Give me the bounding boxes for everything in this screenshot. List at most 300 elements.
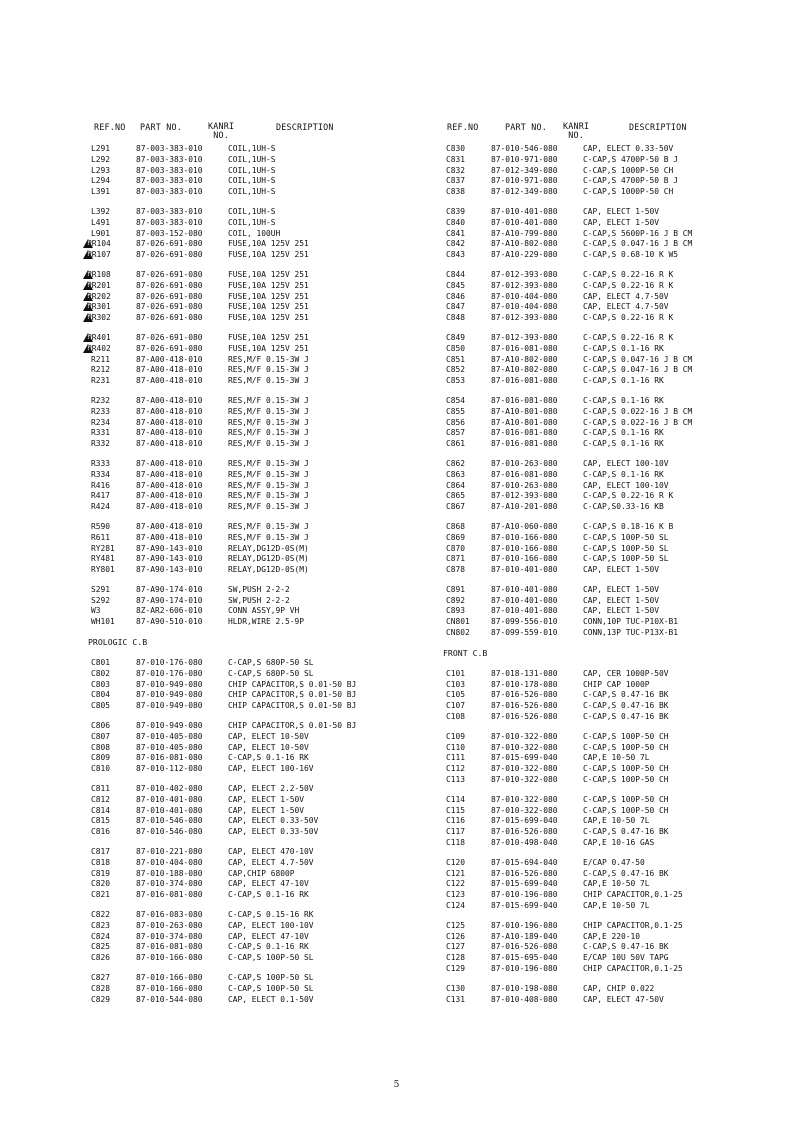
table-row <box>443 617 783 628</box>
ref-no-text: C105 <box>446 690 466 700</box>
ref-no-text: L292 <box>91 154 111 164</box>
ref-no <box>446 239 465 250</box>
part-no: 87-010-949-080 <box>136 679 203 689</box>
description: C-CAP,S 100P-50 SL <box>583 532 669 542</box>
part-no: 87-A90-510-010 <box>136 617 203 627</box>
part-no: 87-010-546-080 <box>491 144 558 153</box>
table-row <box>88 292 428 303</box>
ref-no-text: RY281 <box>91 543 115 553</box>
ref-no <box>91 617 115 628</box>
description: FUSE,10A 125V 251 <box>228 280 309 290</box>
ref-no <box>87 250 111 261</box>
description: C-CAP,S 0.47-16 BK <box>583 942 669 952</box>
part-no: 87-A10-801-080 <box>491 406 558 416</box>
description: C-CAP,S 0.1-16 RK <box>583 395 664 405</box>
part-no: 87-010-401-080 <box>491 565 558 575</box>
table-row <box>88 554 428 565</box>
part-no: 87-016-081-080 <box>491 343 558 353</box>
description: RES,M/F 0.15-3W J <box>228 406 309 416</box>
description: CAP, CER 1000P-50V <box>583 668 669 678</box>
description: CAP, ELECT 1-50V <box>583 565 660 575</box>
part-no: 87-010-374-080 <box>136 931 203 941</box>
table-row <box>88 596 428 607</box>
ref-no-text: C857 <box>446 428 466 438</box>
ref-no-text: C124 <box>446 901 466 911</box>
ref-no-text: R234 <box>91 417 111 427</box>
ref-no <box>446 606 465 617</box>
ref-no-text: L491 <box>91 217 111 227</box>
ref-no-text: C826 <box>91 953 111 963</box>
ref-no-text: PR107 <box>87 250 111 260</box>
table-row <box>88 281 428 292</box>
parts-group <box>443 669 783 723</box>
ref-no <box>91 721 110 732</box>
parts-section <box>443 144 783 639</box>
table-row <box>88 218 428 229</box>
description: C-CAP,S 0.047-16 J B CM <box>583 239 693 249</box>
ref-no-text: C851 <box>446 354 466 364</box>
parts-group <box>443 984 783 1006</box>
table-row <box>88 879 428 890</box>
table-row <box>443 292 783 303</box>
table-row <box>443 365 783 376</box>
ref-no-text: C801 <box>91 658 111 668</box>
part-no: 87-A00-418-010 <box>136 428 203 438</box>
description: C-CAP,S 0.1-16 RK <box>228 753 309 763</box>
ref-no <box>91 491 110 502</box>
description: CAP, ELECT 1-50V <box>228 794 305 804</box>
ref-no <box>91 481 110 492</box>
description: C-CAP,S 4700P-50 B J <box>583 176 679 186</box>
part-no: 87-012-393-080 <box>491 280 558 290</box>
description: C-CAP,S0.33-16 KB <box>583 502 664 512</box>
part-no: 87-A00-418-010 <box>136 480 203 490</box>
table-row <box>443 701 783 712</box>
description: CAP, ELECT 47-10V <box>228 879 309 889</box>
table-row <box>443 229 783 240</box>
ref-no-text: R611 <box>91 532 111 542</box>
description: RES,M/F 0.15-3W J <box>228 439 309 449</box>
part-no: 87-026-691-080 <box>136 280 203 290</box>
ref-no <box>446 838 465 849</box>
description: C-CAP,S 100P-50 CH <box>583 805 669 815</box>
table-row <box>443 481 783 492</box>
header-kanri-line2: NO. <box>213 130 229 140</box>
part-no: 87-016-081-080 <box>136 753 203 763</box>
part-no: 87-010-166-080 <box>136 983 203 993</box>
part-no: 87-026-691-080 <box>136 269 203 279</box>
table-row <box>443 491 783 502</box>
parts-group <box>88 144 428 198</box>
part-no: 87-010-166-080 <box>136 953 203 963</box>
ref-no <box>91 806 110 817</box>
part-no: 87-010-188-080 <box>136 868 203 878</box>
parts-section <box>88 144 428 628</box>
ref-no-text: R233 <box>91 406 111 416</box>
header-part: PART NO. <box>140 122 182 132</box>
table-row <box>88 155 428 166</box>
ref-no <box>446 481 465 492</box>
ref-no-text: PR301 <box>87 302 111 312</box>
table-row <box>88 428 428 439</box>
part-no: 87-010-546-080 <box>136 816 203 826</box>
ref-no-text: C128 <box>446 953 466 963</box>
table-row <box>88 313 428 324</box>
ref-no-text: C823 <box>91 920 111 930</box>
part-no: 87-016-526-080 <box>491 868 558 878</box>
part-no: 87-016-081-080 <box>136 942 203 952</box>
part-no: 87-010-166-080 <box>491 554 558 564</box>
description: C-CAP,S 100P-50 CH <box>583 775 669 785</box>
ref-no <box>446 418 465 429</box>
part-no: 87-010-166-080 <box>491 532 558 542</box>
ref-no-text: C845 <box>446 280 466 290</box>
table-row <box>443 827 783 838</box>
part-no: 87-026-691-080 <box>136 332 203 342</box>
table-row <box>443 879 783 890</box>
ref-no-text: C121 <box>446 868 466 878</box>
table-row <box>88 333 428 344</box>
ref-no <box>87 292 111 303</box>
description: CAP, ELECT 1-50V <box>583 595 660 605</box>
description: COIL, 100UH <box>228 228 281 238</box>
ref-no-text: C891 <box>446 584 466 594</box>
description: CAP, CHIP 0.022 <box>583 983 655 993</box>
part-no: 87-A90-174-010 <box>136 584 203 594</box>
ref-no-text: C802 <box>91 668 111 678</box>
ref-no <box>446 680 465 691</box>
ref-no <box>446 470 465 481</box>
part-no: 87-A10-802-080 <box>491 239 558 249</box>
ref-no <box>91 847 110 858</box>
part-no: 87-003-383-010 <box>136 165 203 175</box>
part-no: 87-010-401-080 <box>491 606 558 616</box>
table-row <box>443 239 783 250</box>
description: C-CAP,S 0.68-10 K W5 <box>583 250 679 260</box>
ref-no-text: C111 <box>446 753 466 763</box>
part-no: 87-010-404-080 <box>491 302 558 312</box>
ref-no-text: C863 <box>446 469 466 479</box>
part-no: 87-010-176-080 <box>136 668 203 678</box>
parts-section <box>88 637 428 1005</box>
ref-no-text: C828 <box>91 983 111 993</box>
table-row <box>88 764 428 775</box>
warning-triangle-icon <box>83 281 93 290</box>
description: C-CAP,S 0.022-16 J B CM <box>583 406 693 416</box>
description: RES,M/F 0.15-3W J <box>228 521 309 531</box>
table-row <box>88 890 428 901</box>
ref-no-text: R424 <box>91 502 111 512</box>
warning-triangle-icon <box>83 302 93 311</box>
table-row <box>443 712 783 723</box>
part-no: 87-A90-143-010 <box>136 543 203 553</box>
ref-no <box>446 187 465 198</box>
warning-triangle-icon <box>83 270 93 279</box>
description: CONN ASSY,9P VH <box>228 606 300 616</box>
description: C-CAP,S 0.22-16 R K <box>583 280 674 290</box>
ref-no-text: CN801 <box>446 617 470 627</box>
part-no: 87-026-691-080 <box>136 343 203 353</box>
part-no: 87-016-081-080 <box>491 469 558 479</box>
part-no: 87-012-349-080 <box>491 187 558 197</box>
description: C-CAP,S 100P-50 CH <box>583 731 669 741</box>
table-row <box>443 396 783 407</box>
ref-no <box>446 942 465 953</box>
table-row <box>443 418 783 429</box>
ref-no-text: RY481 <box>91 554 115 564</box>
ref-no-text: PR201 <box>87 280 111 290</box>
table-row <box>443 439 783 450</box>
description: FUSE,10A 125V 251 <box>228 239 309 249</box>
ref-no-text: C803 <box>91 679 111 689</box>
description: C-CAP,S 0.1-16 RK <box>228 890 309 900</box>
description: RES,M/F 0.15-3W J <box>228 502 309 512</box>
part-no: 87-A10-201-080 <box>491 502 558 512</box>
description: FUSE,10A 125V 251 <box>228 313 309 323</box>
table-row <box>88 942 428 953</box>
part-no: 87-015-694-040 <box>491 857 558 867</box>
warning-triangle-icon <box>83 239 93 248</box>
table-row <box>443 806 783 817</box>
part-no: 87-A10-060-080 <box>491 521 558 531</box>
description: C-CAP,S 100P-50 CH <box>583 794 669 804</box>
table-row <box>443 270 783 281</box>
description: RES,M/F 0.15-3W J <box>228 480 309 490</box>
part-no: 87-A00-418-010 <box>136 469 203 479</box>
parts-group <box>443 921 783 975</box>
ref-no <box>91 921 110 932</box>
ref-no <box>446 984 465 995</box>
header-ref: REF.NO <box>94 122 126 132</box>
table-row <box>88 910 428 921</box>
description: CAP,CHIP 6800P <box>228 868 295 878</box>
description: C-CAP,S 0.1-16 RK <box>583 428 664 438</box>
description: COIL,1UH-S <box>228 165 276 175</box>
part-no: 87-003-383-010 <box>136 154 203 164</box>
ref-no <box>91 187 110 198</box>
ref-no-text: C819 <box>91 868 111 878</box>
ref-no <box>91 229 110 240</box>
part-no: 87-A90-143-010 <box>136 554 203 564</box>
ref-no-text: C829 <box>91 994 111 1004</box>
description: FUSE,10A 125V 251 <box>228 343 309 353</box>
ref-no-text: C867 <box>446 502 466 512</box>
parts-group <box>443 732 783 786</box>
description: CHIP CAP 1000P <box>583 679 650 689</box>
ref-no <box>446 376 465 387</box>
ref-no <box>446 953 465 964</box>
ref-no <box>91 753 110 764</box>
ref-no <box>446 344 465 355</box>
table-row <box>88 669 428 680</box>
part-no: 87-003-152-080 <box>136 228 203 238</box>
ref-no <box>91 890 110 901</box>
part-no: 87-010-374-080 <box>136 879 203 889</box>
ref-no <box>446 732 465 743</box>
part-no: 87-010-196-080 <box>491 964 558 973</box>
part-no: 87-010-405-080 <box>136 742 203 752</box>
ref-no <box>91 701 110 712</box>
table-row <box>88 617 428 628</box>
ref-no <box>91 418 110 429</box>
table-row <box>88 187 428 198</box>
ref-no-text: R333 <box>91 458 111 468</box>
description: C-CAP,S 0.1-16 RK <box>583 343 664 353</box>
ref-no-text: C116 <box>446 816 466 826</box>
ref-no-text: C869 <box>446 532 466 542</box>
parts-group <box>443 270 783 324</box>
description: CHIP CAPACITOR,S 0.01-50 BJ <box>228 690 357 700</box>
table-row <box>443 522 783 533</box>
ref-no <box>446 628 470 639</box>
part-no: 87-003-383-010 <box>136 206 203 216</box>
table-row <box>443 155 783 166</box>
ref-no-text: W3 <box>91 606 101 616</box>
ref-no-text: C804 <box>91 690 111 700</box>
table-row <box>88 701 428 712</box>
description: E/CAP 0.47-50 <box>583 857 645 867</box>
ref-no-text: L293 <box>91 165 111 175</box>
table-row <box>443 585 783 596</box>
ref-no-text: R334 <box>91 469 111 479</box>
ref-no-text: C842 <box>446 239 466 249</box>
ref-no-text: C853 <box>446 376 466 386</box>
ref-no-text: C807 <box>91 731 111 741</box>
warning-triangle-icon <box>83 344 93 353</box>
ref-no-text: PR402 <box>87 343 111 353</box>
table-row <box>88 869 428 880</box>
part-no: 87-003-383-010 <box>136 187 203 197</box>
table-row <box>88 376 428 387</box>
table-row <box>88 827 428 838</box>
description: HLDR,WIRE 2.5-9P <box>228 617 305 627</box>
ref-no <box>446 166 465 177</box>
parts-section <box>443 648 783 1006</box>
ref-no <box>91 533 110 544</box>
header-kanri <box>563 122 589 140</box>
ref-no-text: C850 <box>446 343 466 353</box>
part-no: 87-010-322-080 <box>491 775 558 785</box>
ref-no <box>446 858 465 869</box>
ref-no-text: C843 <box>446 250 466 260</box>
description: CAP,E 10-50 7L <box>583 816 650 826</box>
part-no: 87-010-401-080 <box>491 206 558 216</box>
description: RELAY,DG12D-0S(M) <box>228 565 309 575</box>
ref-no <box>91 816 110 827</box>
description: C-CAP,S 0.047-16 J B CM <box>583 365 693 375</box>
parts-group <box>443 585 783 639</box>
column-header <box>88 118 428 144</box>
ref-no-text: C113 <box>446 775 466 785</box>
ref-no-text: C852 <box>446 365 466 375</box>
ref-no-text: C122 <box>446 879 466 889</box>
description: C-CAP,S 0.1-16 RK <box>228 942 309 952</box>
ref-no-text: C812 <box>91 794 111 804</box>
parts-group <box>88 396 428 450</box>
ref-no-text: S291 <box>91 584 111 594</box>
description: CAP, ELECT 1-50V <box>583 606 660 616</box>
description: CHIP CAPACITOR,S 0.01-50 BJ <box>228 679 357 689</box>
ref-no <box>91 166 110 177</box>
description: CHIP CAPACITOR,S 0.01-50 BJ <box>228 721 357 731</box>
part-no: 87-A10-802-080 <box>491 354 558 364</box>
table-row <box>88 973 428 984</box>
part-no: 87-A10-229-080 <box>491 250 558 260</box>
ref-no-text: C125 <box>446 920 466 930</box>
table-row <box>443 942 783 953</box>
table-row <box>443 964 783 975</box>
table-row <box>88 816 428 827</box>
part-no: 87-012-393-080 <box>491 269 558 279</box>
ref-no <box>446 554 465 565</box>
ref-no-text: C824 <box>91 931 111 941</box>
ref-no-text: C806 <box>91 721 111 731</box>
description: C-CAP,S 0.47-16 BK <box>583 701 669 711</box>
part-no: 87-010-401-080 <box>491 217 558 227</box>
description: C-CAP,S 100P-50 SL <box>228 953 314 963</box>
ref-no-text: L291 <box>91 144 111 153</box>
parts-group <box>443 207 783 261</box>
ref-no-text: C131 <box>446 994 466 1004</box>
ref-no <box>446 879 465 890</box>
table-row <box>88 743 428 754</box>
description: C-CAP,S 680P-50 SL <box>228 658 314 668</box>
table-row <box>443 218 783 229</box>
ref-no-text: PR202 <box>87 291 111 301</box>
ref-no <box>91 690 110 701</box>
ref-no-text: C865 <box>446 491 466 501</box>
description: RES,M/F 0.15-3W J <box>228 469 309 479</box>
table-row <box>88 753 428 764</box>
table-row <box>443 355 783 366</box>
table-row <box>443 628 783 639</box>
table-row <box>88 921 428 932</box>
part-no: 87-026-691-080 <box>136 250 203 260</box>
description: CAP, ELECT 47-10V <box>228 931 309 941</box>
ref-no <box>446 270 465 281</box>
table-row <box>443 890 783 901</box>
part-no: 87-016-526-080 <box>491 712 558 722</box>
table-row <box>88 365 428 376</box>
ref-no-text: PR302 <box>87 313 111 323</box>
description: SW,PUSH 2-2-2 <box>228 584 290 594</box>
ref-no-text: C856 <box>446 417 466 427</box>
ref-no <box>91 795 110 806</box>
ref-no <box>87 239 111 250</box>
table-row <box>88 459 428 470</box>
ref-no <box>91 585 110 596</box>
table-row <box>443 953 783 964</box>
part-no: 87-010-404-080 <box>491 291 558 301</box>
part-no: 87-010-971-080 <box>491 154 558 164</box>
ref-no-text: C868 <box>446 521 466 531</box>
part-no: 87-016-081-080 <box>491 439 558 449</box>
description: C-CAP,S 5600P-16 J B CM <box>583 228 693 238</box>
part-no: 87-016-081-080 <box>491 428 558 438</box>
ref-no <box>446 491 465 502</box>
ref-no-text: C849 <box>446 332 466 342</box>
description: FUSE,10A 125V 251 <box>228 332 309 342</box>
ref-no <box>91 669 110 680</box>
description: RES,M/F 0.15-3W J <box>228 354 309 364</box>
description: CHIP CAPACITOR,0.1-25 <box>583 964 683 973</box>
description: C-CAP,S 0.047-16 J B CM <box>583 354 693 364</box>
part-no: 87-016-081-080 <box>491 376 558 386</box>
table-row <box>443 207 783 218</box>
ref-no <box>446 281 465 292</box>
parts-group <box>88 585 428 628</box>
table-row <box>88 491 428 502</box>
